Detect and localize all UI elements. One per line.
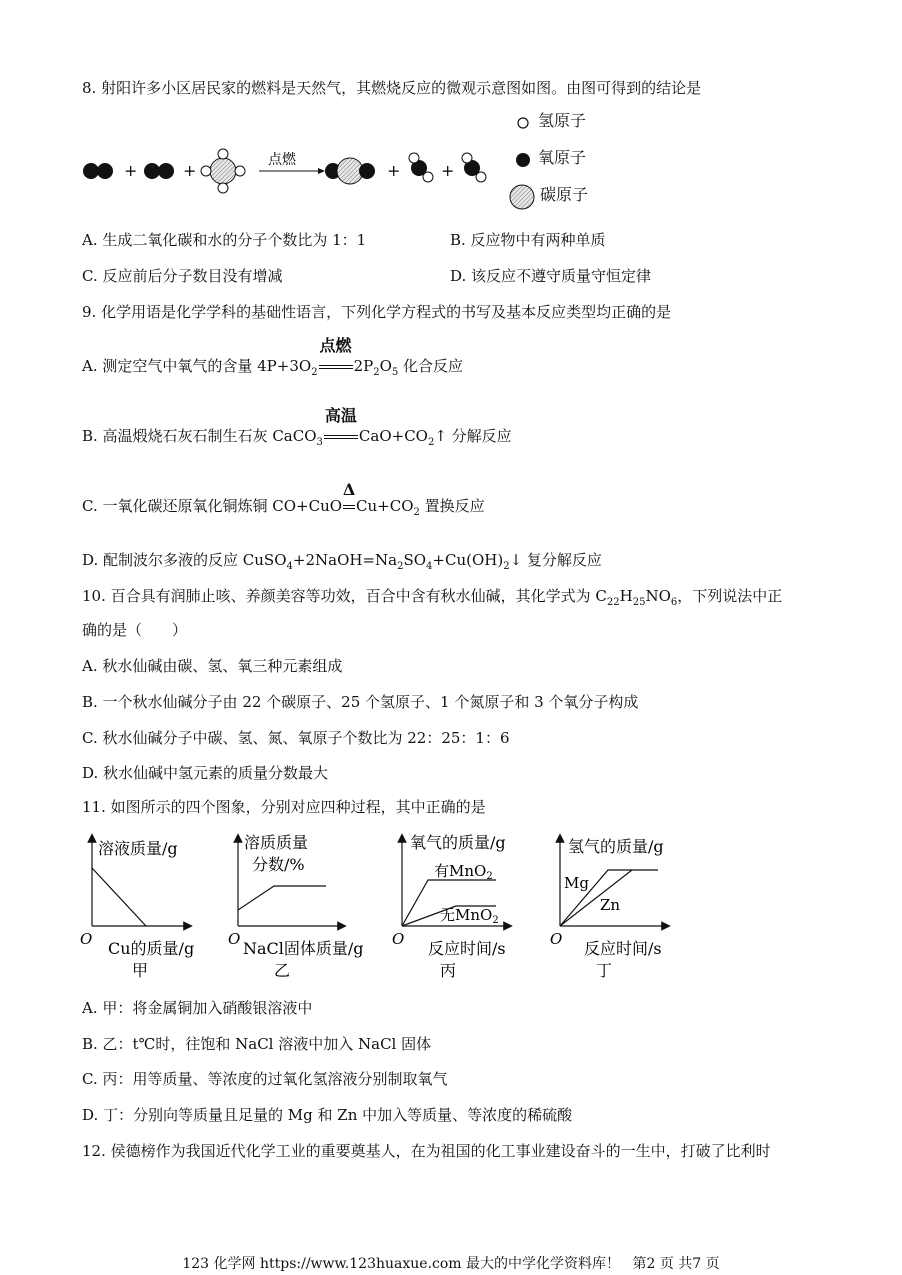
graph-yi-name: 乙 bbox=[274, 961, 291, 980]
q8-option-c: C. 反应前后分子数目没有增减 bbox=[82, 267, 283, 285]
legend-hydrogen-label: 氢原子 bbox=[538, 111, 587, 130]
graph-ding-xlabel: 反应时间/s bbox=[584, 939, 662, 958]
water-molecule-2 bbox=[462, 153, 486, 182]
q12-stem: 12. 侯德榜作为我国近代化学工业的重要奠基人，在为祖国的化工事业建设奋斗的一生中，打破了比利时 bbox=[82, 1142, 771, 1160]
graph-jia-name: 甲 bbox=[132, 961, 149, 980]
graph-ding-origin: O bbox=[550, 930, 563, 948]
graph-bing-curve1: 有MnO$_2$ bbox=[434, 862, 493, 882]
graph-yi-line bbox=[238, 886, 326, 910]
graph-bing bbox=[392, 833, 508, 980]
q8-option-b: B. 反应物中有两种单质 bbox=[450, 231, 606, 249]
q11-option-a: A. 甲：将金属铜加入硝酸银溶液中 bbox=[82, 999, 313, 1017]
q11-graphs bbox=[76, 828, 696, 983]
legend-oxygen-label: 氧原子 bbox=[538, 148, 587, 167]
graph-ding-name: 丁 bbox=[596, 961, 613, 980]
graph-jia-line bbox=[92, 868, 146, 926]
q11-option-d: D. 丁：分别向等质量且足量的 Mg 和 Zn 中加入等质量、等浓度的稀硫酸 bbox=[82, 1106, 573, 1124]
footer-page-number: 第2 页 共7 页 bbox=[632, 1256, 720, 1272]
q9-option-b: B. 高温煅烧石灰石制生石灰 CaCO$_3$ 高温 $CaO+CO_2↑$ 分解反应 bbox=[82, 406, 512, 448]
plus-sign-3: + bbox=[387, 161, 401, 180]
graph-yi-ylabel2: 分数/% bbox=[252, 855, 305, 874]
graph-ding-curve1: Mg bbox=[564, 874, 589, 892]
graph-ding-ylabel: 氢气的质量/g bbox=[568, 837, 664, 856]
q9-option-a: A. 测定空气中氧气的含量 $4P+3O_2$ 点燃 $2P_2O_5$ 化合反应 bbox=[82, 336, 464, 378]
q9-option-d: D. 配制波尔多液的反应 $CuSO_4+2NaOH=Na_2SO_4+Cu(OH)_2↓$ 复分解反应 bbox=[82, 551, 602, 572]
graph-jia bbox=[80, 838, 194, 980]
graph-jia-xlabel: Cu的质量/g bbox=[108, 939, 195, 958]
reaction-diagram bbox=[80, 142, 500, 202]
carbon-atom-icon bbox=[508, 183, 536, 211]
graph-yi-ylabel1: 溶质质量 bbox=[244, 833, 309, 852]
q10-option-c: C. 秋水仙碱分子中碳、氢、氮、氧原子个数比为 22：25：1：6 bbox=[82, 729, 510, 747]
graph-ding-curve2: Zn bbox=[600, 896, 621, 914]
q10-option-b: B. 一个秋水仙碱分子由 22 个碳原子、25 个氢原子、1 个氮原子和 3 个氧分子构成 bbox=[82, 693, 639, 711]
graph-bing-origin: O bbox=[392, 930, 405, 948]
graph-ding bbox=[550, 837, 666, 980]
q11-stem: 11. 如图所示的四个图象，分别对应四种过程，其中正确的是 bbox=[82, 798, 486, 816]
footer-site[interactable]: 123 化学网 https://www.123huaxue.com 最大的中学化学资料库！ bbox=[182, 1256, 621, 1272]
oxygen-atom-icon bbox=[515, 152, 531, 168]
q8-option-d: D. 该反应不遵守质量守恒定律 bbox=[450, 267, 652, 285]
graph-bing-curve2: 无MnO$_2$ bbox=[440, 906, 499, 926]
q9-stem: 9. 化学用语是化学学科的基础性语言，下列化学方程式的书写及基本反应类型均正确的是 bbox=[82, 303, 672, 321]
co2-molecule bbox=[325, 158, 375, 184]
hydrogen-atom-icon bbox=[516, 116, 530, 130]
q11-option-b: B. 乙：t℃时，往饱和 NaCl 溶液中加入 NaCl 固体 bbox=[82, 1035, 432, 1053]
graph-bing-ylabel: 氧气的质量/g bbox=[410, 833, 506, 852]
q9-option-c: C. 一氧化碳还原氧化铜炼铜 CO+CuO Δ $Cu+CO_2$ 置换反应 bbox=[82, 480, 485, 518]
legend-carbon-label: 碳原子 bbox=[540, 185, 589, 204]
q11-option-c: C. 丙：用等质量、等浓度的过氧化氢溶液分别制取氧气 bbox=[82, 1070, 448, 1088]
q10-stem: 10. 百合具有润肺止咳、养颜美容等功效，百合中含有秋水仙碱，其化学式为 $C_{22}H_{25}NO_6$，下列说法中正 bbox=[82, 587, 783, 608]
graph-yi-origin: O bbox=[228, 930, 241, 948]
graph-bing-name: 丙 bbox=[440, 961, 457, 980]
water-molecule-1 bbox=[409, 153, 433, 182]
oxygen-molecule-2 bbox=[144, 163, 174, 179]
methane-molecule bbox=[201, 149, 245, 193]
graph-bing-xlabel: 反应时间/s bbox=[428, 939, 506, 958]
ignite-label: 点燃 bbox=[268, 152, 296, 168]
graph-yi bbox=[228, 833, 364, 980]
q8-stem: 8. 射阳许多小区居民家的燃料是天然气，其燃烧反应的微观示意图如图。由图可得到的结论是 bbox=[82, 79, 702, 97]
plus-sign-1: + bbox=[124, 161, 138, 180]
graph-yi-xlabel: NaCl固体质量/g bbox=[243, 939, 364, 958]
q10-option-a: A. 秋水仙碱由碳、氢、氧三种元素组成 bbox=[82, 657, 343, 675]
graph-jia-origin: O bbox=[80, 930, 93, 948]
q10-stem-cont: 确的是（ ） bbox=[82, 621, 188, 639]
q8-option-a: A. 生成二氧化碳和水的分子个数比为 1：1 bbox=[82, 231, 367, 249]
graph-jia-ylabel: 溶液质量/g bbox=[98, 839, 178, 858]
plus-sign-4: + bbox=[441, 161, 455, 180]
plus-sign-2: + bbox=[183, 161, 197, 180]
oxygen-molecule-1 bbox=[83, 163, 113, 179]
q10-option-d: D. 秋水仙碱中氢元素的质量分数最大 bbox=[82, 764, 329, 782]
page-footer bbox=[0, 1253, 902, 1273]
